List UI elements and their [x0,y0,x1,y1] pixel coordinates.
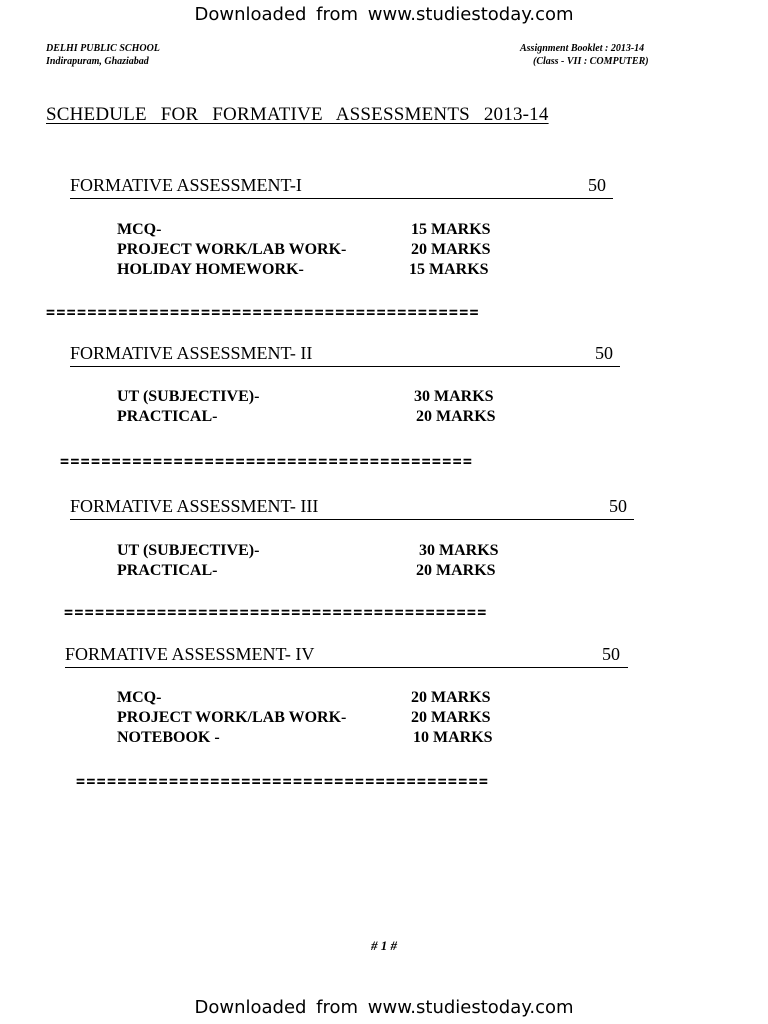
assessment-items [0,387,768,427]
separator-line: ========================================= [64,603,488,621]
item-value: 20 MARKS [411,241,491,258]
item-label: PRACTICAL- [117,408,218,425]
separator-line: ======================================== [60,452,474,470]
assessment-items [0,220,768,280]
school-location: Indirapuram, Ghaziabad [46,56,149,67]
item-label: PRACTICAL- [117,562,218,579]
item-value: 15 MARKS [409,261,489,278]
school-header [46,42,160,68]
assessment-items [0,688,768,748]
assessment-name: FORMATIVE ASSESSMENT- II [70,343,313,363]
item-label: UT (SUBJECTIVE)- [117,542,260,559]
page-number: # 1 # [371,938,397,953]
booklet-label: Assignment Booklet : 2013-14 [520,43,645,54]
item-label: MCQ- [117,221,162,238]
item-value: 20 MARKS [411,689,491,706]
assessment-total-marks: 50 [609,496,627,516]
assessment-title [70,175,613,199]
assessment-title [70,496,634,520]
assessment-title [70,343,620,367]
assessment-name: FORMATIVE ASSESSMENT-I [70,175,302,195]
assessment-name: FORMATIVE ASSESSMENT- IV [65,644,315,664]
item-value: 10 MARKS [413,729,493,746]
item-label: HOLIDAY HOMEWORK- [117,261,304,278]
item-value: 30 MARKS [414,388,494,405]
item-label: NOTEBOOK - [117,729,220,746]
separator-line: ========================================== [46,303,480,321]
assessment-total-marks: 50 [595,343,613,363]
assessment-total-marks: 50 [602,644,620,664]
item-label: MCQ- [117,689,162,706]
item-value: 30 MARKS [419,542,499,559]
download-banner-top: Downloaded from www.studiestoday.com [194,4,574,25]
separator-line: ======================================== [76,772,490,790]
class-label: (Class - VII : COMPUTER) [533,56,649,67]
item-value: 20 MARKS [416,562,496,579]
item-value: 20 MARKS [416,408,496,425]
assessment-items [0,541,768,581]
assessment-title [65,644,628,668]
item-label: UT (SUBJECTIVE)- [117,388,260,405]
document-title: SCHEDULE FOR FORMATIVE ASSESSMENTS 2013-14 [46,104,549,125]
item-label: PROJECT WORK/LAB WORK- [117,709,347,726]
school-name: DELHI PUBLIC SCHOOL [46,43,160,54]
item-value: 15 MARKS [411,221,491,238]
item-value: 20 MARKS [411,709,491,726]
assessment-name: FORMATIVE ASSESSMENT- III [70,496,319,516]
assessment-total-marks: 50 [588,175,606,195]
download-banner-bottom: Downloaded from www.studiestoday.com [194,997,574,1018]
item-label: PROJECT WORK/LAB WORK- [117,241,347,258]
